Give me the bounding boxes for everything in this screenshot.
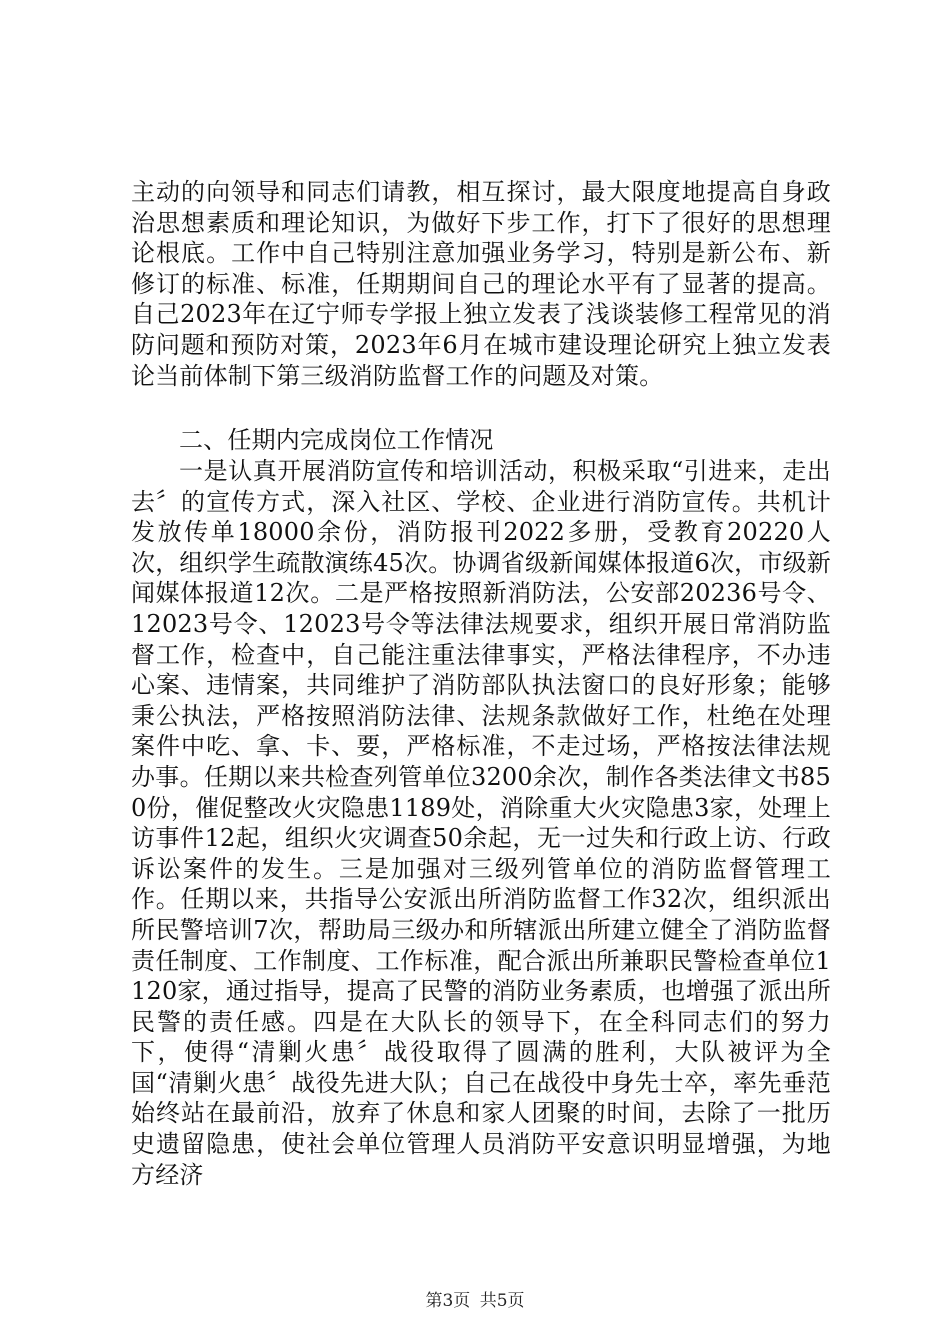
page-total: 共5页 [479,1291,525,1311]
page-number: 第3页 [425,1291,471,1311]
page-footer [0,1286,950,1311]
body-paragraph-1: 主动的向领导和同志们请教，相互探讨，最大限度地提高自身政治思想素质和理论知识，为做好下步工作，打下了很好的思想理论根底。工作中自己特别注意加强业务学习，特别是新公布、新修订的标准、标准，任期期间自己的理论水平有了显著的提高。自己2023年在辽宁师专学报上独立发表了浅谈装修工程常见的消防问题和预防对策，2023年6月在城市建设理论研究上独立发表论当前体制下第三级消防监督工作的问题及对策。 [131,178,831,390]
section-heading: 二、任期内完成岗位工作情况 [179,426,494,454]
body-paragraph-2: 一是认真开展消防宣传和培训活动，积极采取“引进来，走出去〞的宣传方式，深入社区、学校、企业进行消防宣传。共机计发放传单18000余份，消防报刊2022多册，受教育20220人次，组织学生疏散演练45次。协调省级新闻媒体报道6次，市级新闻媒体报道12次。二是严格按照新消防法，公安部20236号令、12023号令、12023号令等法律法规要求，组织开展日常消防监督工作，检查中，自己能注重法律事实，严格法律程序，不办违心案、违情案，共同维护了消防部队执法窗口的良好形象；能够秉公执法，严格按照消防法律、法规条款做好工作，杜绝在处理案件中吃、拿、卡、要，严格标准，不走过场，严格按法律法规办事。任期以来共检查列管单位3200余次，制作各类法律文书850份，催促整改火灾隐患1189处，消除重大火灾隐患3家，处理上访事件12起，组织火灾调查50余起，无一过失和行政上访、行政诉讼案件的发生。三是加强对三级列管单位的消防监督管理工作。任期以来，共指导公安派出所消防监督工作32次，组织派出所民警培训7次，帮助局三级办和所辖派出所建立健全了消防监督责任制度、工作制度、工作标准，配合派出所兼职民警检查单位1120家，通过指导，提高了民警的消防业务素质，也增强了派出所民警的责任感。四是在大队长的领导下，在全科同志们的努力下，使得“清剿火患〞战役取得了圆满的胜利，大队被评为全国“清剿火患〞战役先进大队；自己在战役中身先士卒，率先垂范始终站在最前沿，放弃了休息和家人团聚的时间，去除了一批历史遗留隐患，使社会单位管理人员消防平安意识明显增强，为地方经济 [131,457,831,1189]
